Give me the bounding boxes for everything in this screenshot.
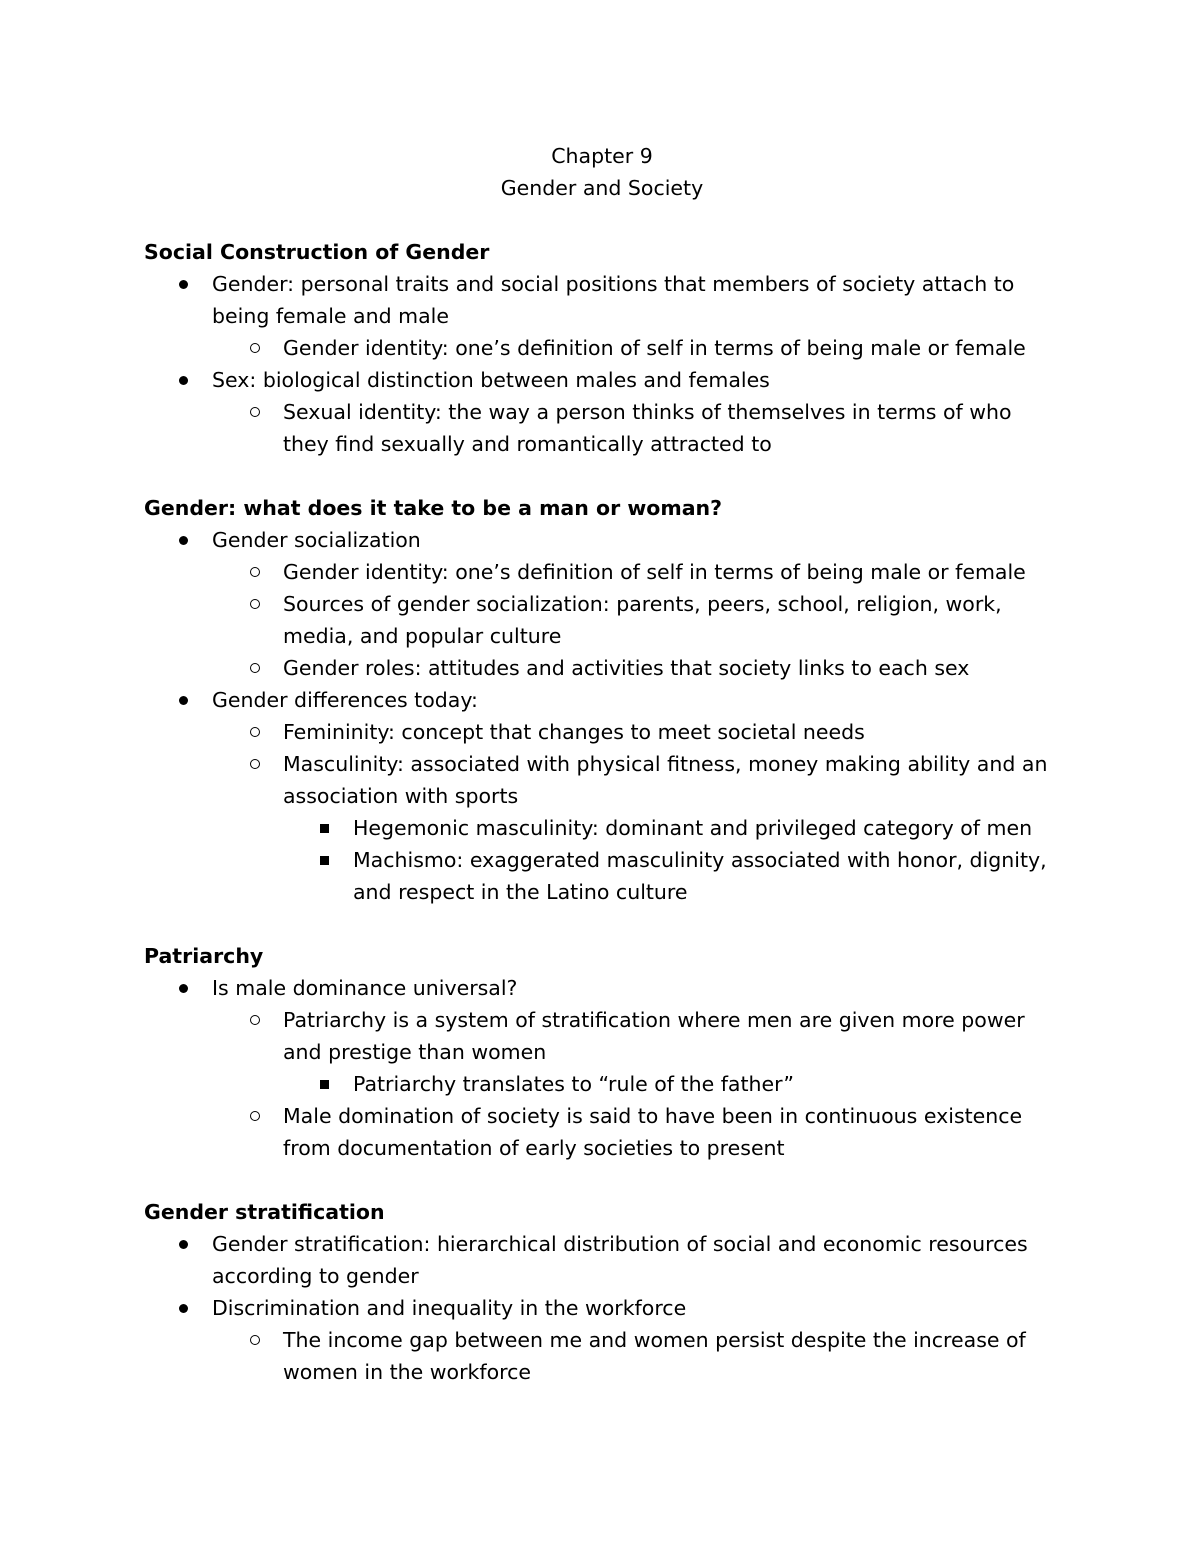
- bullet-circle-icon: [250, 588, 260, 620]
- section-heading: Social Construction of Gender: [144, 240, 490, 264]
- list-item: [144, 1068, 1060, 1100]
- bullet-list: [144, 972, 1060, 1164]
- bullet-circle-icon: [250, 652, 260, 684]
- list-item: [144, 524, 1060, 556]
- bullet-list: [144, 268, 1060, 460]
- list-item-text: The income gap between me and women persist despite the increase of women in the workforce: [283, 1328, 1026, 1384]
- bullet-circle-icon: [250, 556, 260, 588]
- list-item: [144, 1228, 1060, 1292]
- list-item: [144, 364, 1060, 396]
- section-heading: Gender stratification: [144, 1200, 385, 1224]
- list-item: [144, 972, 1060, 1004]
- section-gender-stratification: [144, 1196, 1060, 1388]
- list-item-text: Masculinity: associated with physical fitness, money making ability and an association with sports: [283, 752, 1048, 808]
- bullet-circle-icon: [250, 332, 260, 364]
- list-item-text: Is male dominance universal?: [212, 976, 518, 1000]
- bullet-square-icon: [320, 1068, 329, 1100]
- list-item: [144, 556, 1060, 588]
- bullet-square-icon: [320, 812, 329, 844]
- list-item-text: Machismo: exaggerated masculinity associated with honor, dignity, and respect in the Latino culture: [353, 848, 1047, 904]
- list-item-text: Patriarchy is a system of stratification where men are given more power and prestige than women: [283, 1008, 1025, 1064]
- list-item-text: Discrimination and inequality in the workforce: [212, 1296, 687, 1320]
- bullet-disc-icon: [179, 268, 188, 300]
- list-item: [144, 588, 1060, 652]
- list-item-text: Gender socialization: [212, 528, 421, 552]
- bullet-circle-icon: [250, 716, 260, 748]
- bullet-list: [144, 524, 1060, 908]
- bullet-circle-icon: [250, 1100, 260, 1132]
- section-social-construction: [144, 236, 1060, 460]
- bullet-disc-icon: [179, 1228, 188, 1260]
- list-item-text: Male domination of society is said to have been in continuous existence from documentation of early societies to present: [283, 1104, 1023, 1160]
- list-item: [144, 844, 1060, 908]
- bullet-square-icon: [320, 844, 329, 876]
- section-what-does-it-take: [144, 492, 1060, 908]
- bullet-disc-icon: [179, 972, 188, 1004]
- list-item-text: Gender identity: one’s definition of self in terms of being male or female: [283, 336, 1026, 360]
- list-item-text: Sex: biological distinction between males and females: [212, 368, 770, 392]
- list-item: [144, 1004, 1060, 1068]
- list-item: [144, 684, 1060, 716]
- list-item: [144, 652, 1060, 684]
- section-patriarchy: [144, 940, 1060, 1164]
- list-item-text: Sources of gender socialization: parents, peers, school, religion, work, media, and popular culture: [283, 592, 1002, 648]
- bullet-list: [144, 1228, 1060, 1388]
- bullet-circle-icon: [250, 748, 260, 780]
- list-item: [144, 1292, 1060, 1324]
- bullet-disc-icon: [179, 1292, 188, 1324]
- section-heading: Gender: what does it take to be a man or woman?: [144, 496, 723, 520]
- list-item: [144, 716, 1060, 748]
- list-item-text: Gender differences today:: [212, 688, 478, 712]
- bullet-circle-icon: [250, 396, 260, 428]
- bullet-disc-icon: [179, 684, 188, 716]
- bullet-disc-icon: [179, 364, 188, 396]
- list-item: [144, 396, 1060, 460]
- chapter-subtitle: Gender and Society: [500, 176, 704, 200]
- list-item-text: Sexual identity: the way a person thinks of themselves in terms of who they find sexually and romantically attracted to: [283, 400, 1012, 456]
- bullet-circle-icon: [250, 1004, 260, 1036]
- chapter-title: Chapter 9: [551, 144, 653, 168]
- list-item-text: Gender stratification: hierarchical distribution of social and economic resources according to gender: [212, 1232, 1028, 1288]
- list-item-text: Gender identity: one’s definition of self in terms of being male or female: [283, 560, 1026, 584]
- list-item-text: Gender roles: attitudes and activities that society links to each sex: [283, 656, 970, 680]
- list-item: [144, 332, 1060, 364]
- list-item: [144, 1324, 1060, 1388]
- list-item-text: Femininity: concept that changes to meet societal needs: [283, 720, 865, 744]
- list-item-text: Gender: personal traits and social positions that members of society attach to being female and male: [212, 272, 1015, 328]
- title-block: [144, 140, 1060, 204]
- list-item: [144, 1100, 1060, 1164]
- section-heading: Patriarchy: [144, 944, 264, 968]
- list-item: [144, 812, 1060, 844]
- list-item-text: Hegemonic masculinity: dominant and privileged category of men: [353, 816, 1033, 840]
- bullet-disc-icon: [179, 524, 188, 556]
- list-item-text: Patriarchy translates to “rule of the father”: [353, 1072, 795, 1096]
- bullet-circle-icon: [250, 1324, 260, 1356]
- list-item: [144, 748, 1060, 812]
- list-item: [144, 268, 1060, 332]
